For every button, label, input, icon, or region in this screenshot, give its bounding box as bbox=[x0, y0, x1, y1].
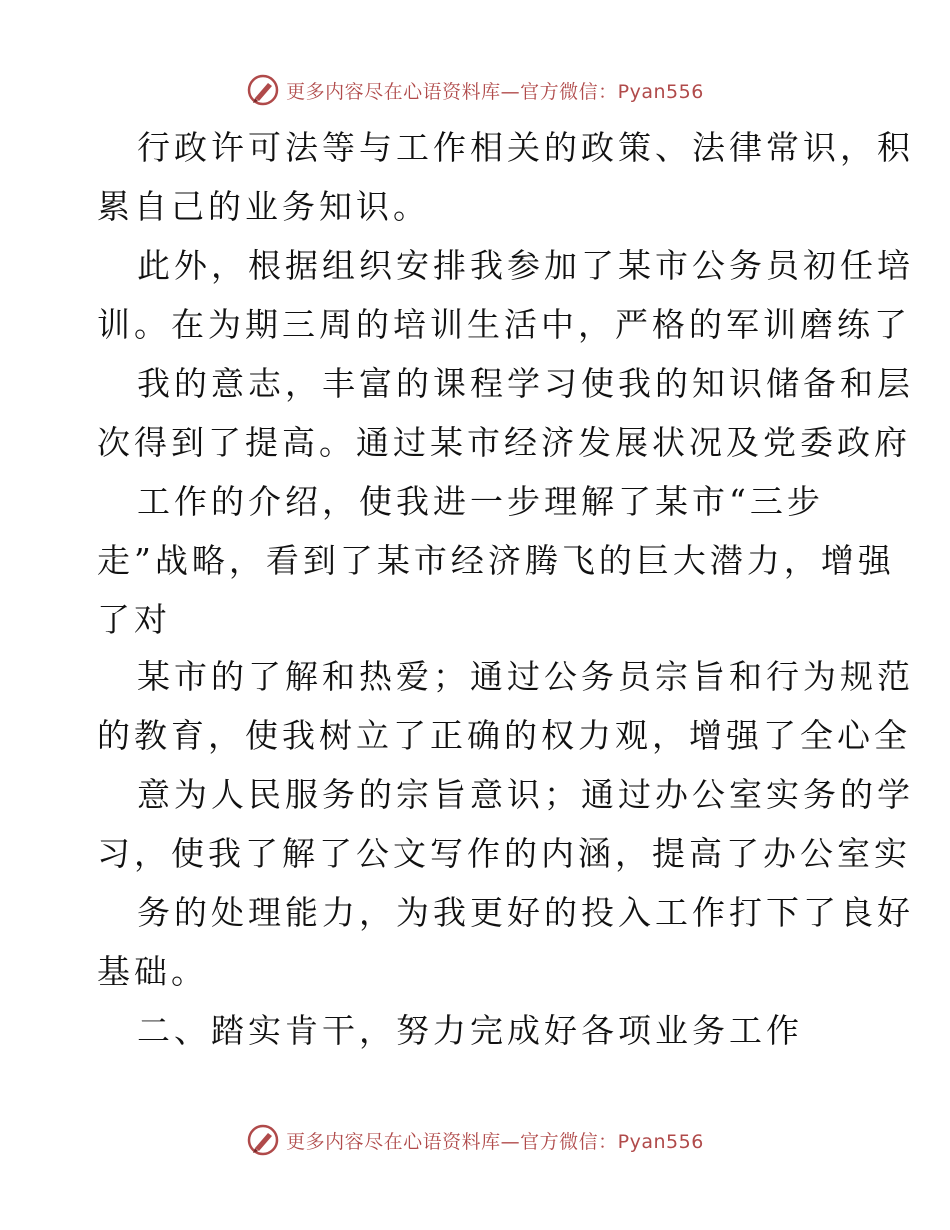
pen-logo-icon bbox=[246, 1123, 280, 1157]
text-line: 务的处理能力，为我更好的投入工作打下了良好 bbox=[137, 893, 914, 932]
footer-watermark-text: 更多内容尽在心语资料库—官方微信：Pyan556 bbox=[286, 1130, 704, 1153]
text-line: 次得到了提高。通过某市经济发展状况及党委政府 bbox=[97, 423, 911, 462]
text-line: 了对 bbox=[97, 600, 171, 639]
text-line: 累自己的业务知识。 bbox=[97, 187, 430, 226]
text-line: 训。在为期三周的培训生活中，严格的军训磨练了 bbox=[97, 305, 911, 344]
text-line: 行政许可法等与工作相关的政策、法律常识，积 bbox=[137, 128, 914, 167]
text-line: 的教育，使我树立了正确的权力观，增强了全心全 bbox=[97, 716, 911, 755]
text-line: 某市的了解和热爱；通过公务员宗旨和行为规范 bbox=[137, 657, 914, 696]
footer-watermark bbox=[0, 1120, 950, 1160]
text-line: 走”战略，看到了某市经济腾飞的巨大潜力，增强 bbox=[97, 541, 895, 580]
section-heading: 二、踏实肯干，努力完成好各项业务工作 bbox=[137, 1011, 803, 1050]
text-line: 工作的介绍，使我进一步理解了某市“三步 bbox=[137, 482, 824, 521]
text-line: 此外，根据组织安排我参加了某市公务员初任培 bbox=[137, 246, 914, 285]
text-line: 意为人民服务的宗旨意识；通过办公室实务的学 bbox=[137, 775, 914, 814]
text-line: 我的意志，丰富的课程学习使我的知识储备和层 bbox=[137, 364, 914, 403]
text-line: 习，使我了解了公文写作的内涵，提高了办公室实 bbox=[97, 834, 911, 873]
text-line: 基础。 bbox=[97, 952, 208, 991]
header-watermark-text: 更多内容尽在心语资料库—官方微信：Pyan556 bbox=[286, 80, 704, 103]
